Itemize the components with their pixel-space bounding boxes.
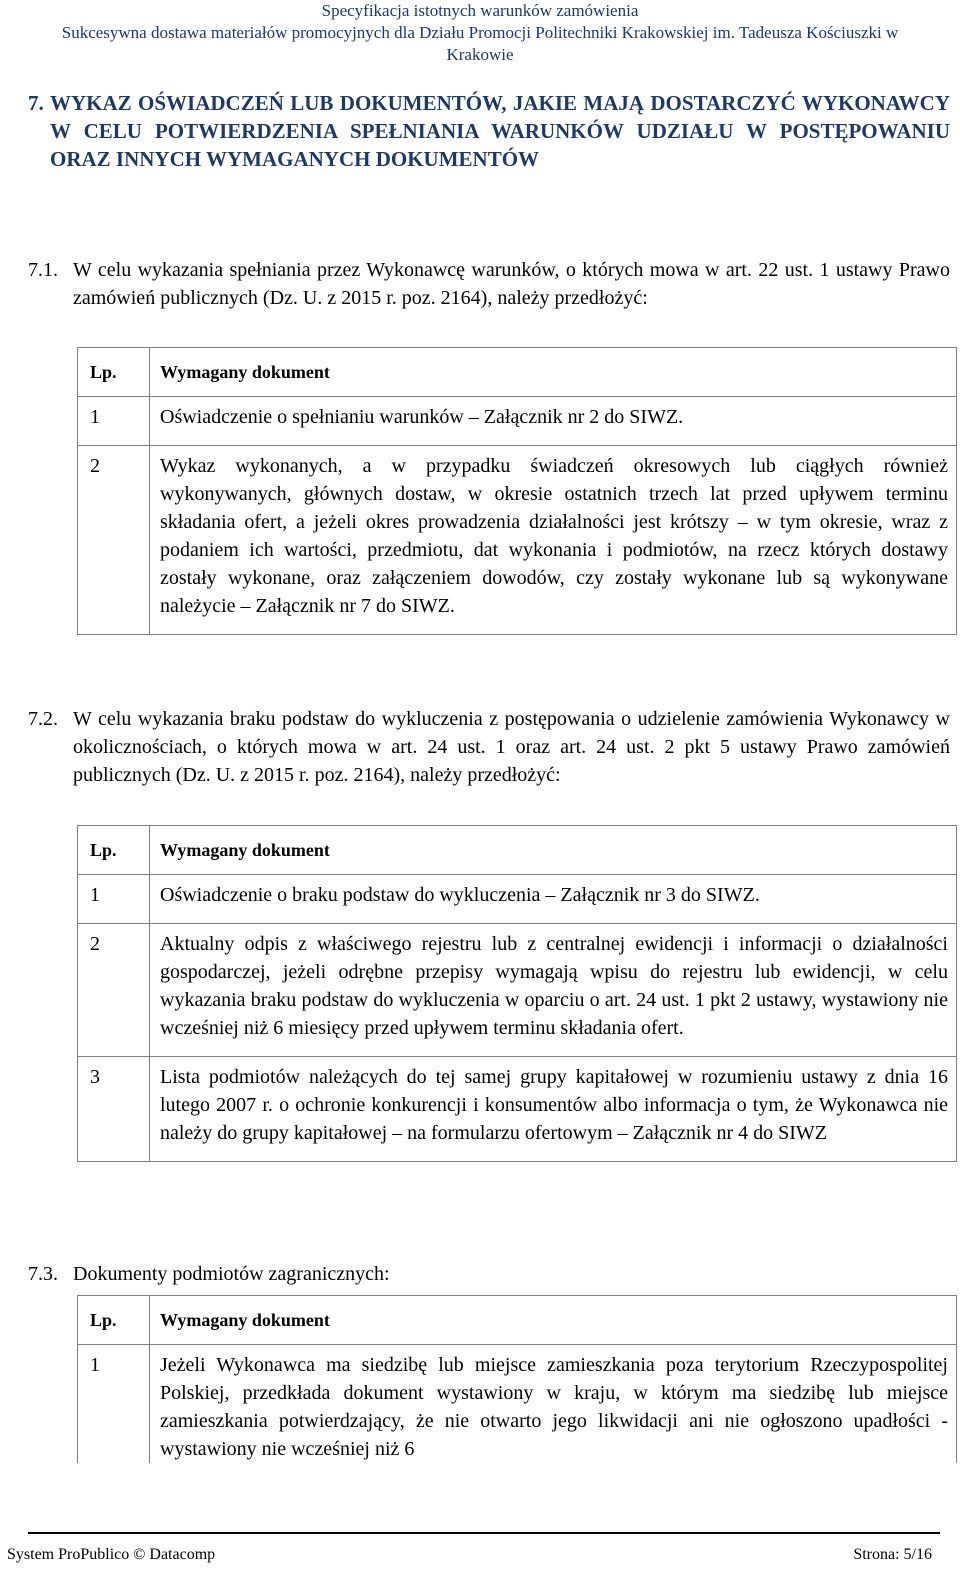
row-number: 3: [78, 1057, 150, 1162]
lp-header: Lp.: [78, 1296, 150, 1345]
table-row: [78, 397, 957, 446]
document-header: Wymagany dokument: [150, 1296, 957, 1345]
table-row: [78, 446, 957, 635]
section-heading: [28, 89, 950, 173]
header-subtitle-cont: Krakowie: [446, 45, 514, 64]
table-header-row: [78, 348, 957, 397]
subsection-7-2: [28, 705, 950, 789]
subsection-text: W celu wykazania spełniania przez Wykonawcę warunków, o których mowa w art. 22 ust. 1 ustawy Prawo zamówień publicznych (Dz. U. z 2015 r. poz. 2164), należy przedłożyć:: [73, 259, 950, 309]
row-document: Jeżeli Wykonawca ma siedzibę lub miejsce zamieszkania poza terytorium Rzeczypospolitej Polskiej, przedkłada dokument wystawiony w kraju, w którym ma siedzibę lub miejsce zamieszkania potwierdzający, że nie otwarto jego likwidacji ani nie ogłoszono upadłości - wystawiony nie wcześniej niż 6: [150, 1345, 957, 1464]
documents-table-7-3: [77, 1295, 957, 1463]
section-number: 7.: [28, 91, 44, 115]
row-document: Oświadczenie o braku podstaw do wykluczenia – Załącznik nr 3 do SIWZ.: [150, 875, 957, 924]
row-document: Oświadczenie o spełnianiu warunków – Załącznik nr 2 do SIWZ.: [150, 397, 957, 446]
header-title: Specyfikacja istotnych warunków zamówienia: [321, 1, 639, 20]
footer-divider: [28, 1532, 940, 1534]
documents-table-7-2: [77, 825, 957, 1162]
document-header: Wymagany dokument: [150, 826, 957, 875]
table-row: [78, 875, 957, 924]
subsection-text: W celu wykazania braku podstaw do wykluczenia z postępowania o udzielenie zamówienia Wykonawcy w okolicznościach, o których mowa w art. 24 ust. 1 oraz art. 24 ust. 2 pkt 5 ustawy Prawo zamówień publicznych (Dz. U. z 2015 r. poz. 2164), należy przedłożyć:: [73, 708, 950, 786]
table-header-row: [78, 826, 957, 875]
document-header: Wymagany dokument: [150, 348, 957, 397]
subsection-7-3: [28, 1260, 950, 1288]
table-row: [78, 1057, 957, 1162]
table-row: [78, 1345, 957, 1464]
row-document: Lista podmiotów należących do tej samej grupy kapitałowej w rozumieniu ustawy z dnia 16 lutego 2007 r. o ochronie konkurencji i konsumentów albo informacja o tym, że Wykonawca nie należy do grupy kapitałowej – na formularzu ofertowym – Załącznik nr 4 do SIWZ: [150, 1057, 957, 1162]
lp-header: Lp.: [78, 826, 150, 875]
section-title: WYKAZ OŚWIADCZEŃ LUB DOKUMENTÓW, JAKIE MAJĄ DOSTARCZYĆ WYKONAWCY W CELU POTWIERDZENIA SPEŁNIANIA WARUNKÓW UDZIAŁU W POSTĘPOWANIU ORAZ INNYCH WYMAGANYCH DOKUMENTÓW: [50, 91, 950, 171]
footer-page-number: Strona: 5/16: [853, 1546, 932, 1563]
subsection-number: 7.1.: [28, 259, 58, 281]
subsection-7-1: [28, 256, 950, 312]
lp-header: Lp.: [78, 348, 150, 397]
page-header: [0, 0, 960, 64]
row-document: Aktualny odpis z właściwego rejestru lub z centralnej ewidencji i informacji o działalności gospodarczej, jeżeli odrębne przepisy wymagają wpisu do rejestru lub ewidencji, w celu wykazania braku podstaw do wykluczenia w oparciu o art. 24 ust. 1 pkt 2 ustawy, wystawiony nie wcześniej niż 6 miesięcy przed upływem terminu składania ofert.: [150, 924, 957, 1057]
row-number: 2: [78, 924, 150, 1057]
documents-table-7-1: [77, 347, 957, 635]
header-subtitle: Sukcesywna dostawa materiałów promocyjnych dla Działu Promocji Politechniki Krakowskiej im. Tadeusza Kościuszki w: [61, 23, 899, 42]
table-header-row: [78, 1296, 957, 1345]
footer-system: System ProPublico © Datacomp: [7, 1546, 216, 1563]
row-number: 1: [78, 875, 150, 924]
row-number: 2: [78, 446, 150, 635]
subsection-text: Dokumenty podmiotów zagranicznych:: [73, 1263, 390, 1285]
subsection-number: 7.2.: [28, 708, 58, 730]
row-document: Wykaz wykonanych, a w przypadku świadczeń okresowych lub ciągłych również wykonywanych, głównych dostaw, w okresie ostatnich trzech lat przed upływem terminu składania ofert, a jeżeli okres prowadzenia działalności jest krótszy – w tym okresie, wraz z podaniem ich wartości, przedmiotu, dat wykonania i podmiotów, na rzecz których dostawy zostały wykonane, oraz załączeniem dowodów, czy zostały wykonane lub są wykonywane należycie – Załącznik nr 7 do SIWZ.: [150, 446, 957, 635]
table-row: [78, 924, 957, 1057]
row-number: 1: [78, 397, 150, 446]
subsection-number: 7.3.: [28, 1263, 58, 1285]
row-number: 1: [78, 1345, 150, 1464]
